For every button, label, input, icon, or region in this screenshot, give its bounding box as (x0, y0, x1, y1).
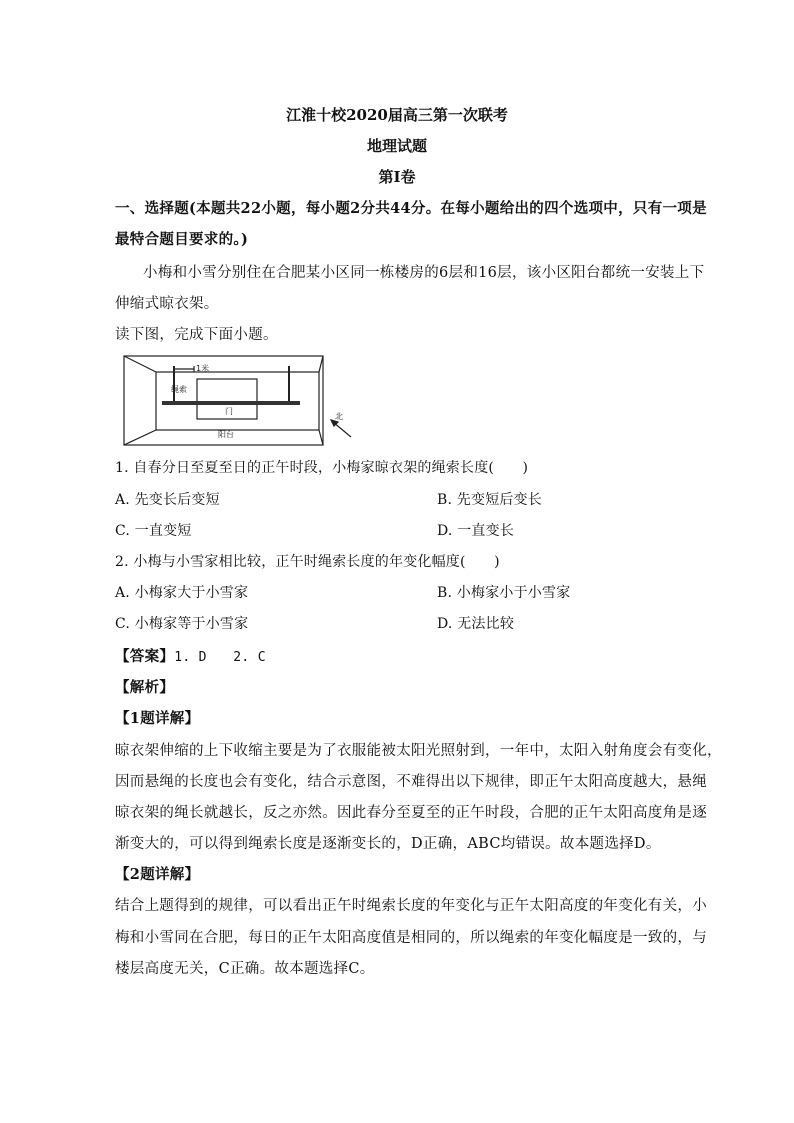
question-1-option-c: C. 一直变短 (115, 523, 192, 539)
question-2-option-d: D. 无法比较 (437, 616, 515, 632)
q2-analysis-label: 【2题详解】 (115, 866, 200, 883)
volume-title: 第I卷 (378, 168, 416, 186)
door-label: 门 (225, 407, 233, 416)
intro-instruction: 读下图，完成下面小题。 (115, 327, 278, 343)
question-2-option-c: C. 小梅家等于小雪家 (115, 616, 249, 632)
north-label: 北 (335, 412, 343, 421)
q1-analysis-line: 渐变大的，可以得到绳索长度是逐渐变长的，D正确，ABC均错误。故本题选择D。 (115, 836, 661, 852)
answer-label: 【答案】 (115, 648, 175, 665)
north-arrow-icon (331, 420, 351, 437)
question-2-stem: 2. 小梅与小雪家相比较，正午时绳索长度的年变化幅度( ) (115, 554, 500, 570)
q2-analysis-line: 梅和小雪同在合肥，每日的正午太阳高度值是相同的，所以绳索的年变化幅度是一致的，与 (115, 930, 707, 946)
exam-title: 江淮十校2020届高三第一次联考 (286, 106, 508, 124)
drying-rack-bar (162, 401, 300, 405)
question-1-option-b: B. 先变短后变长 (437, 492, 542, 508)
rope-label: 绳索 (171, 385, 187, 394)
question-2-option-b: B. 小梅家小于小雪家 (437, 585, 571, 601)
answer-row (115, 645, 266, 666)
balcony-diagram (118, 352, 358, 450)
section-heading-line1: 一、选择题(本题共22小题，每小题2分共44分。在每小题给出的四个选项中，只有一项是 (115, 200, 707, 217)
q2-analysis-line: 结合上题得到的规律，可以看出正午时绳索长度的年变化与正午太阳高度的年变化有关，小 (115, 898, 707, 914)
q1-analysis-line: 晾衣架伸缩的上下收缩主要是为了衣服能被太阳光照射到，一年中，太阳入射角度会有变化， (115, 743, 722, 759)
one-meter-label: 1米 (196, 364, 210, 373)
q2-analysis-line: 楼层高度无关，C正确。故本题选择C。 (115, 961, 375, 977)
analysis-label: 【解析】 (115, 679, 175, 696)
question-1-stem: 1. 自春分日至夏至日的正午时段，小梅家晾衣架的绳索长度( ) (115, 460, 529, 476)
q1-analysis-line: 晾衣架的绳长就越长，反之亦然。因此春分至夏至的正午时段，合肥的正午太阳高度角是逐 (115, 805, 707, 821)
question-2-option-a: A. 小梅家大于小雪家 (115, 585, 249, 601)
answer-text: 1. D 2. C (174, 650, 266, 665)
section-heading-line2: 最特合题目要求的。) (115, 231, 249, 248)
question-1-option-d: D. 一直变长 (437, 523, 515, 539)
intro-line2: 伸缩式晾衣架。 (115, 296, 219, 312)
q1-analysis-label: 【1题详解】 (115, 710, 200, 727)
intro-line1: 小梅和小雪分别住在合肥某小区同一栋楼房的6层和16层，该小区阳台都统一安装上下 (143, 265, 705, 281)
question-1-option-a: A. 先变长后变短 (115, 492, 220, 508)
balcony-label: 阳台 (218, 430, 234, 439)
subject-title: 地理试题 (366, 137, 427, 155)
q1-analysis-line: 因而悬绳的长度也会有变化，结合示意图，不难得出以下规律，即正午太阳高度越大，悬绳 (115, 774, 707, 790)
